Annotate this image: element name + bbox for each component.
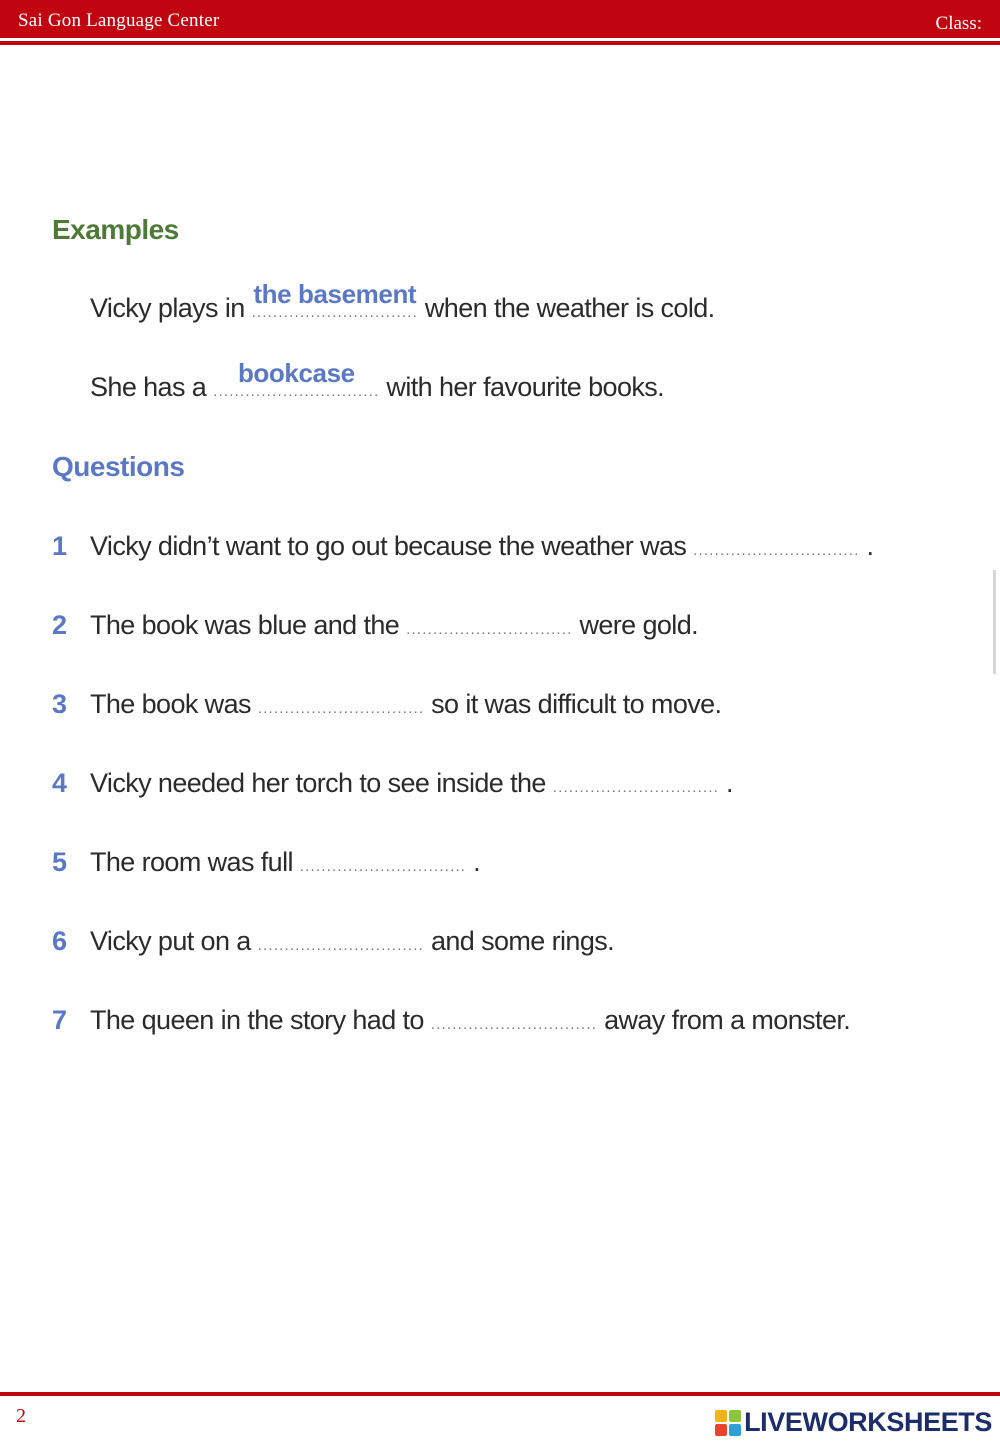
example-line	[52, 279, 715, 324]
question-line	[52, 768, 733, 799]
question-text-before: Vicky put on a	[90, 926, 251, 956]
answer-blank[interactable]: ...............................	[257, 700, 425, 717]
question-line	[52, 610, 698, 641]
question-line	[52, 531, 873, 562]
example-line	[52, 358, 665, 403]
page-number: 2	[16, 1405, 26, 1427]
example-text-before: She has a	[90, 372, 207, 402]
question-number: 7	[52, 1005, 67, 1035]
examples-heading: Examples	[52, 214, 179, 245]
center-name: Sai Gon Language Center	[18, 10, 220, 31]
questions-heading: Questions	[52, 451, 185, 482]
question-text-before: The queen in the story had to	[90, 1005, 424, 1035]
question-text-after: so it was difficult to move.	[431, 689, 722, 719]
question-text-before: The book was	[90, 689, 251, 719]
example-text-before: Vicky plays in	[90, 293, 245, 323]
liveworksheets-logo[interactable]	[715, 1407, 992, 1438]
question-line	[52, 1005, 850, 1036]
question-text-after: and some rings.	[430, 926, 615, 956]
class-label: Class:	[935, 13, 982, 34]
answer-blank[interactable]: ...............................	[406, 621, 573, 638]
example-answer-slot	[213, 358, 380, 403]
blank-dots: ...............................	[251, 304, 418, 321]
example-answer: bookcase	[237, 358, 355, 388]
answer-blank[interactable]: ...............................	[299, 858, 467, 875]
question-line	[52, 926, 614, 957]
question-text-before: The book was blue and the	[90, 610, 400, 640]
footer-rule	[0, 1392, 1000, 1396]
example-text-after: with her favourite books.	[386, 372, 665, 402]
answer-blank[interactable]: ...............................	[257, 937, 425, 954]
header-bar	[0, 0, 1000, 38]
question-number: 1	[52, 531, 67, 561]
question-number: 6	[52, 926, 67, 956]
question-number: 3	[52, 689, 67, 719]
question-line	[52, 689, 721, 720]
header-rule	[0, 41, 1000, 45]
blank-dots: ...............................	[213, 383, 380, 400]
example-answer: the basement	[253, 279, 417, 309]
question-number: 4	[52, 768, 67, 798]
question-text-after: .	[866, 531, 874, 561]
example-text-after: when the weather is cold.	[424, 293, 715, 323]
answer-blank[interactable]: ...............................	[552, 779, 720, 796]
question-text-after: .	[473, 847, 480, 877]
question-text-after: .	[726, 768, 733, 798]
question-line	[52, 847, 480, 878]
question-number: 5	[52, 847, 67, 877]
question-text-before: Vicky didn’t want to go out because the weather was	[90, 531, 687, 561]
question-text-before: The room was full	[90, 847, 293, 877]
answer-blank[interactable]: ...............................	[430, 1016, 598, 1033]
question-text-after: away from a monster.	[604, 1005, 851, 1035]
logo-text: LIVEWORKSHEETS	[744, 1407, 992, 1437]
logo-grid-icon	[715, 1410, 741, 1436]
question-number: 2	[52, 610, 67, 640]
example-answer-slot	[251, 279, 418, 324]
question-text-before: Vicky needed her torch to see inside the	[90, 768, 546, 798]
scroll-edge-mark	[993, 570, 996, 674]
question-text-after: were gold.	[579, 610, 699, 640]
answer-blank[interactable]: ...............................	[693, 542, 860, 559]
